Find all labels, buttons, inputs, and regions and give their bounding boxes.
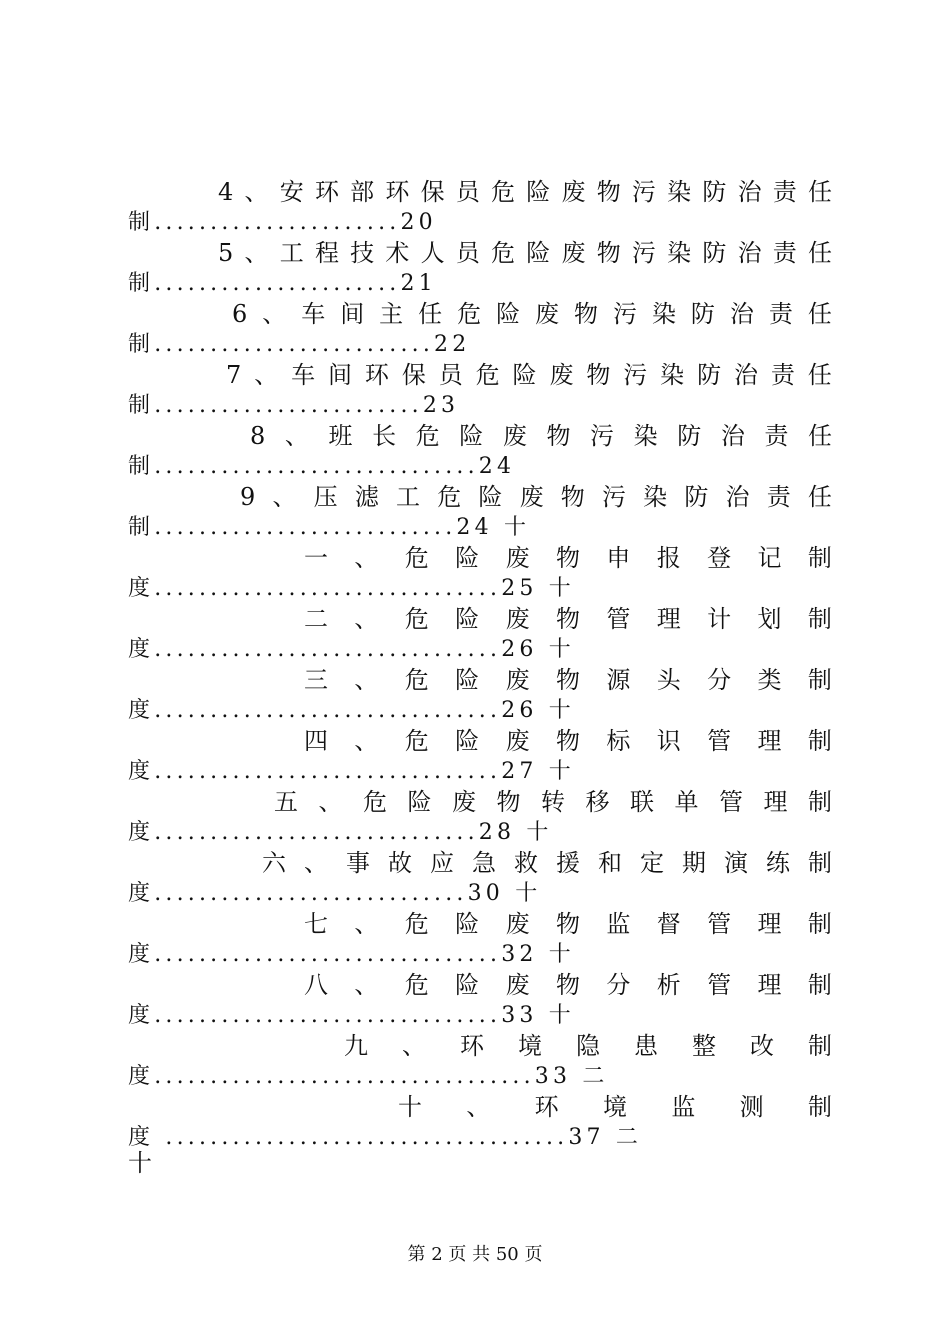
toc-title-char: 危	[457, 300, 482, 328]
toc-title-char: 练	[766, 849, 790, 877]
toc-title-char: 、	[354, 544, 379, 572]
toc-title-char: 移	[585, 788, 610, 816]
toc-title-char: 责	[766, 483, 791, 511]
toc-title-char: 废	[519, 483, 544, 511]
toc-title-char: 危	[404, 666, 429, 694]
toc-entry-leader: 度...............................32 十	[128, 942, 575, 967]
toc-entry[interactable]	[128, 599, 832, 660]
toc-title-char: 污	[601, 483, 626, 511]
toc-title-char: 污	[612, 300, 637, 328]
toc-title-char: 监	[671, 1093, 696, 1121]
toc-entry[interactable]	[128, 904, 832, 965]
toc-title-char: 、	[466, 1093, 491, 1121]
toc-title-char: 、	[254, 361, 279, 389]
toc-title-char: 压	[313, 483, 338, 511]
toc-title-char: 保	[401, 361, 426, 389]
toc-title-char: 危	[437, 483, 462, 511]
toc-title-char: 转	[541, 788, 565, 816]
toc-title-char: 间	[340, 300, 365, 328]
toc-title-char: 测	[739, 1093, 764, 1121]
toc-title-char: 员	[438, 361, 463, 389]
toc-title-char: 车	[301, 300, 326, 328]
toc-title-char: 三	[304, 666, 328, 694]
toc-title-char: 制	[808, 788, 832, 816]
toc-entry-leader: 度...............................26 十	[128, 637, 575, 662]
toc-title-char: 程	[314, 239, 339, 267]
toc-title-char: 物	[555, 666, 580, 694]
toc-title-char: 责	[772, 178, 797, 206]
toc-title-char: 险	[512, 361, 537, 389]
toc-entry-leader: 度...............................25 十	[128, 576, 575, 601]
toc-title-char: 责	[764, 422, 789, 450]
toc-entry-leader: 制...........................24 十	[128, 515, 531, 540]
toc-title-char: 定	[640, 849, 664, 877]
toc-title-char: 制	[807, 666, 832, 694]
toc-title-char: 染	[667, 178, 692, 206]
toc-title-char: 废	[561, 178, 586, 206]
toc-title-char: 险	[526, 239, 551, 267]
toc-title-char: 治	[729, 300, 754, 328]
toc-title-char: 监	[606, 910, 631, 938]
toc-entry-leader: 制.............................24	[128, 454, 516, 479]
toc-title-char: 废	[535, 300, 560, 328]
toc-title-char: 划	[757, 605, 782, 633]
toc-title-char: 5	[218, 239, 234, 267]
toc-title-char: 九	[344, 1032, 368, 1060]
toc-entry-title	[128, 477, 832, 517]
toc-entry[interactable]	[128, 294, 832, 355]
toc-title-char: 隐	[576, 1032, 600, 1060]
toc-title-char: 染	[660, 361, 685, 389]
toc-title-char: 物	[555, 910, 580, 938]
toc-entry[interactable]	[128, 965, 832, 1026]
toc-title-char: 管	[719, 788, 743, 816]
toc-title-char: 治	[720, 422, 745, 450]
toc-title-char: 事	[346, 849, 370, 877]
toc-title-char: 境	[602, 1093, 627, 1121]
toc-title-char: 废	[452, 788, 476, 816]
toc-title-char: 危	[404, 605, 429, 633]
toc-title-char: 废	[549, 361, 574, 389]
toc-title-char: 记	[757, 544, 782, 572]
toc-title-char: 和	[598, 849, 622, 877]
toc-title-char: 物	[560, 483, 585, 511]
toc-title-char: 理	[763, 788, 788, 816]
toc-title-char: 险	[407, 788, 432, 816]
toc-title-char: 治	[733, 361, 758, 389]
toc-title-char: 、	[354, 727, 379, 755]
toc-title-char: 二	[304, 605, 328, 633]
toc-title-char: 废	[505, 605, 530, 633]
toc-title-char: 废	[505, 666, 530, 694]
toc-title-char: 环	[460, 1032, 484, 1060]
toc-title-char: 物	[555, 971, 580, 999]
toc-title-char: 防	[677, 422, 702, 450]
toc-title-char: 染	[667, 239, 692, 267]
toc-title-char: 防	[697, 361, 722, 389]
toc-title-char: 污	[590, 422, 615, 450]
toc-entry[interactable]	[128, 538, 832, 599]
toc-title-char: 头	[656, 666, 681, 694]
toc-entry-title	[128, 599, 832, 639]
toc-entry-title	[128, 965, 832, 1005]
toc-title-char: 识	[656, 727, 681, 755]
toc-title-char: 防	[684, 483, 709, 511]
toc-title-char: 整	[692, 1032, 716, 1060]
toc-title-char: 7	[226, 361, 242, 389]
toc-entry-leader: 制........................23	[128, 393, 460, 418]
toc-title-char: 污	[631, 239, 656, 267]
toc-title-char: 危	[415, 422, 440, 450]
toc-title-char: 防	[702, 239, 727, 267]
toc-title-char: 9	[240, 483, 256, 511]
toc-title-char: 计	[707, 605, 732, 633]
toc-entry[interactable]	[128, 233, 832, 294]
toc-title-char: 患	[634, 1032, 658, 1060]
toc-title-char: 故	[388, 849, 412, 877]
toc-title-char: 险	[455, 544, 480, 572]
toc-title-char: 险	[455, 910, 480, 938]
toc-title-char: 管	[707, 727, 732, 755]
toc-title-char: 染	[651, 300, 676, 328]
toc-title-char: 、	[354, 971, 379, 999]
toc-entry-title	[128, 660, 832, 700]
toc-title-char: 物	[596, 178, 621, 206]
toc-title-char: 废	[561, 239, 586, 267]
toc-title-char: 制	[807, 971, 832, 999]
toc-title-char: 物	[496, 788, 521, 816]
toc-title-char: 4	[218, 178, 234, 206]
toc-title-char: 任	[418, 300, 443, 328]
toc-title-char: 应	[430, 849, 454, 877]
toc-title-char: 登	[707, 544, 732, 572]
toc-title-char: 部	[350, 178, 375, 206]
page-footer: 第 2 页 共 50 页	[407, 1244, 543, 1265]
toc-entry[interactable]	[128, 355, 832, 416]
toc-title-char: 废	[505, 971, 530, 999]
toc-title-char: 析	[656, 971, 681, 999]
toc-title-char: 工	[279, 239, 304, 267]
toc-title-char: 单	[674, 788, 699, 816]
toc-title-char: 五	[274, 788, 298, 816]
toc-title-char: 环	[364, 361, 389, 389]
toc-title-char: 废	[505, 727, 530, 755]
toc-title-char: 、	[354, 910, 379, 938]
toc-title-char: 管	[606, 605, 631, 633]
toc-entry-title	[128, 172, 832, 212]
toc-title-char: 物	[555, 605, 580, 633]
toc-title-char: 、	[304, 849, 328, 877]
toc-title-char: 标	[606, 727, 631, 755]
toc-title-char: 物	[596, 239, 621, 267]
toc-title-char: 、	[402, 1032, 426, 1060]
toc-entry[interactable]	[128, 782, 832, 843]
toc-title-char: 制	[807, 544, 832, 572]
toc-title-char: 责	[772, 239, 797, 267]
toc-title-char: 制	[807, 910, 832, 938]
toc-title-char: 6	[232, 300, 248, 328]
toc-title-char: 废	[502, 422, 527, 450]
toc-title-char: 报	[656, 544, 681, 572]
toc-entry-leader: 制......................20	[128, 210, 437, 235]
toc-title-char: 责	[768, 300, 793, 328]
toc-title-char: 物	[555, 727, 580, 755]
toc-title-char: 理	[656, 605, 681, 633]
toc-title-char: 危	[475, 361, 500, 389]
toc-title-char: 险	[455, 727, 480, 755]
toc-title-char: 六	[262, 849, 286, 877]
toc-title-char: 管	[707, 971, 732, 999]
toc-title-char: 十	[398, 1093, 422, 1121]
toc-title-char: 任	[807, 361, 832, 389]
toc-title-char: 工	[396, 483, 421, 511]
toc-title-char: 类	[757, 666, 782, 694]
toc-title-char: 安	[279, 178, 304, 206]
toc-title-char: 期	[682, 849, 706, 877]
toc-title-char: 物	[546, 422, 571, 450]
toc-title-char: 援	[556, 849, 580, 877]
toc-title-char: 间	[328, 361, 352, 389]
toc-title-char: 督	[656, 910, 681, 938]
toc-title-char: 术	[385, 239, 410, 267]
toc-title-char: 班	[328, 422, 353, 450]
toc-title-char: 、	[284, 422, 309, 450]
toc-title-char: 污	[631, 178, 656, 206]
toc-title-char: 废	[505, 910, 530, 938]
toc-entry-title	[128, 904, 832, 944]
toc-title-char: 危	[491, 178, 516, 206]
toc-title-char: 环	[385, 178, 410, 206]
toc-title-char: 险	[526, 178, 551, 206]
toc-title-char: 危	[404, 971, 429, 999]
toc-entry[interactable]	[128, 843, 832, 904]
toc-entry-title	[128, 233, 832, 273]
toc-title-char: 险	[478, 483, 503, 511]
toc-entry[interactable]	[128, 660, 832, 721]
toc-entry-title	[128, 1087, 832, 1127]
toc-entry-title	[128, 416, 832, 456]
toc-entry[interactable]	[128, 416, 832, 477]
toc-title-char: 、	[244, 178, 269, 206]
toc-title-char: 制	[807, 605, 832, 633]
toc-title-char: 责	[770, 361, 795, 389]
toc-title-char: 源	[606, 666, 631, 694]
toc-title-char: 制	[808, 849, 832, 877]
toc-title-char: 救	[514, 849, 538, 877]
toc-entry-title	[128, 294, 832, 334]
toc-title-char: 危	[404, 727, 429, 755]
toc-title-char: 、	[318, 788, 343, 816]
toc-title-char: 四	[304, 727, 328, 755]
toc-title-char: 理	[757, 971, 782, 999]
toc-title-char: 演	[724, 849, 748, 877]
toc-tail-text: 十	[128, 1149, 152, 1177]
toc-title-char: 治	[737, 239, 762, 267]
toc-title-char: 险	[496, 300, 521, 328]
toc-entry-title	[128, 1026, 832, 1066]
toc-title-char: 防	[690, 300, 715, 328]
toc-title-char: 治	[737, 178, 762, 206]
toc-title-char: 制	[808, 1032, 832, 1060]
toc-title-char: 人	[420, 239, 445, 267]
toc-title-char: 物	[555, 544, 580, 572]
toc-title-char: 境	[518, 1032, 542, 1060]
toc-title-char: 险	[455, 666, 480, 694]
toc-title-char: 理	[757, 910, 782, 938]
toc-title-char: 危	[491, 239, 516, 267]
toc-title-char: 染	[633, 422, 658, 450]
toc-title-char: 分	[606, 971, 631, 999]
toc-entry-leader: 度 ....................................37 二	[128, 1125, 643, 1150]
toc-title-char: 险	[459, 422, 484, 450]
toc-entry[interactable]	[128, 172, 832, 233]
toc-entry-leader: 制......................21	[128, 271, 437, 296]
toc-entry[interactable]	[128, 1026, 832, 1087]
toc-entry[interactable]	[128, 1087, 832, 1148]
toc-entry-leader: 度............................30 十	[128, 881, 542, 906]
toc-title-char: 、	[262, 300, 287, 328]
toc-title-char: 理	[757, 727, 782, 755]
toc-title-char: 保	[420, 178, 445, 206]
toc-title-char: 改	[750, 1032, 774, 1060]
toc-title-char: 滤	[354, 483, 379, 511]
toc-entry-leader: 度...............................27 十	[128, 759, 575, 784]
toc-title-char: 任	[807, 300, 832, 328]
toc-title-char: 、	[354, 666, 379, 694]
toc-title-char: 任	[807, 483, 832, 511]
toc-title-char: 任	[808, 239, 832, 267]
toc-entry-title	[128, 782, 832, 822]
toc-title-char: 治	[725, 483, 750, 511]
toc-entry-leader: 度..................................33 二	[128, 1064, 609, 1089]
toc-title-char: 危	[404, 544, 429, 572]
toc-title-char: 、	[354, 605, 379, 633]
toc-title-char: 危	[363, 788, 387, 816]
toc-title-char: 员	[455, 178, 480, 206]
toc-entry[interactable]	[128, 721, 832, 782]
toc-title-char: 险	[455, 605, 480, 633]
toc-entry[interactable]	[128, 477, 832, 538]
toc-title-char: 、	[272, 483, 297, 511]
toc-title-char: 分	[707, 666, 732, 694]
toc-title-char: 、	[244, 239, 269, 267]
toc-entry-title	[128, 721, 832, 761]
toc-title-char: 环	[314, 178, 339, 206]
toc-title-char: 申	[606, 544, 631, 572]
toc-title-char: 技	[350, 239, 375, 267]
toc-title-char: 制	[807, 1093, 832, 1121]
toc-title-char: 防	[702, 178, 727, 206]
toc-title-char: 废	[505, 544, 530, 572]
table-of-contents	[128, 172, 832, 1178]
toc-title-char: 危	[404, 910, 429, 938]
toc-title-char: 物	[586, 361, 611, 389]
toc-title-char: 污	[623, 361, 648, 389]
toc-title-char: 管	[707, 910, 732, 938]
toc-entry-title	[128, 843, 832, 883]
toc-title-char: 任	[808, 178, 832, 206]
toc-title-char: 环	[534, 1093, 559, 1121]
toc-entry-title	[128, 538, 832, 578]
toc-entry-title	[128, 355, 832, 395]
toc-title-char: 急	[472, 849, 496, 877]
toc-title-char: 任	[808, 422, 832, 450]
toc-title-char: 8	[250, 422, 266, 450]
toc-title-char: 制	[807, 727, 832, 755]
toc-title-char: 一	[304, 544, 328, 572]
toc-title-char: 染	[643, 483, 668, 511]
toc-title-char: 主	[379, 300, 404, 328]
toc-title-char: 员	[455, 239, 480, 267]
toc-title-char: 物	[574, 300, 598, 328]
toc-title-char: 八	[304, 971, 328, 999]
toc-title-char: 联	[630, 788, 654, 816]
toc-entry-leader: 度...............................33 十	[128, 1003, 575, 1028]
toc-entry-leader: 度...............................26 十	[128, 698, 575, 723]
toc-entry-leader: 制.........................22	[128, 332, 471, 357]
toc-title-char: 长	[372, 422, 397, 450]
toc-title-char: 车	[291, 361, 316, 389]
toc-entry-leader: 度.............................28 十	[128, 820, 553, 845]
toc-title-char: 七	[304, 910, 328, 938]
toc-title-char: 险	[455, 971, 480, 999]
